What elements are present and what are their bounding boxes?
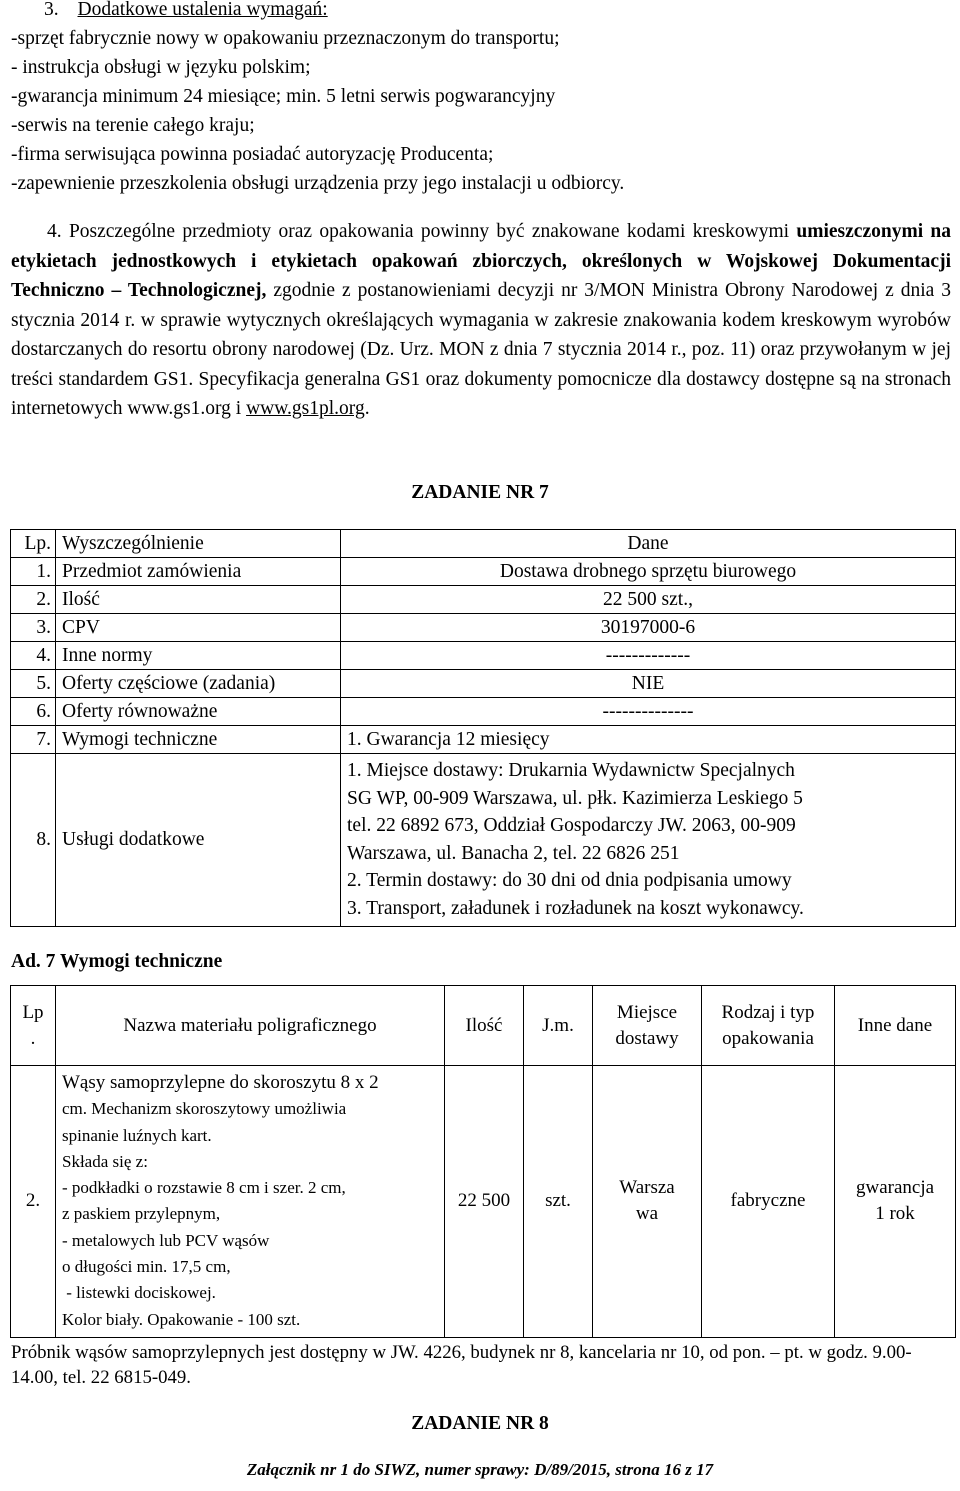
- desc-line: - podkładki o rozstawie 8 cm i szer. 2 cm,: [62, 1178, 346, 1198]
- desc-line: - metalowych lub PCV wąsów: [62, 1230, 270, 1250]
- desc-line: spinanie luźnych kart.: [62, 1125, 212, 1145]
- table-row: [11, 642, 956, 670]
- header-pack: [702, 986, 835, 1066]
- desc-line: z paskiem przylepnym,: [62, 1204, 221, 1224]
- header-place-bottom: dostawy: [615, 1027, 679, 1049]
- row-item: Przedmiot zamówienia: [56, 558, 341, 586]
- row-description: [56, 1066, 445, 1338]
- header-item: Wyszczególnienie: [56, 530, 341, 558]
- row-unit: szt.: [524, 1066, 593, 1338]
- table-row: [11, 726, 956, 754]
- row-value: 22 500 szt.,: [341, 586, 956, 614]
- service-line: 3. Transport, załadunek i rozładunek na koszt wykonawcy.: [347, 897, 804, 919]
- row-other-top: gwarancja: [855, 1177, 935, 1199]
- section3-heading: [44, 0, 328, 24]
- header-unit: J.m.: [524, 986, 593, 1066]
- section3-line: -firma serwisująca powinna posiadać autoryzację Producenta;: [11, 144, 494, 165]
- row-lp: 5.: [11, 670, 56, 698]
- row-place-bottom: wa: [635, 1203, 659, 1225]
- section3-line: -gwarancja minimum 24 miesiące; min. 5 letni serwis pogwarancyjny: [11, 86, 556, 107]
- row-value: Dostawa drobnego sprzętu biurowego: [341, 558, 956, 586]
- row-place-top: Warsza: [619, 1177, 675, 1199]
- row-lp: 1.: [11, 558, 56, 586]
- desc-line: cm. Mechanizm skoroszytowy umożliwia: [62, 1099, 347, 1119]
- gs1pl-link[interactable]: www.gs1pl.org: [246, 398, 365, 419]
- table-row: [11, 670, 956, 698]
- section4-text-part2: zgodnie z postanowieniami decyzji nr 3/MON Ministra Obrony Narodowej z dnia 3 stycznia 2014 r. w sprawie wytycznych określających wymagania w zakresie znakowania kodem kreskowym wyrobów dostarczanych do resortu obrony narodowej (Dz. Urz. MON z dnia 7 stycznia 2014 r., poz. 11) oraz przywołanym w jej treści standardem GS1. Specyfikacja generalna GS1 oraz dokumenty pomocnicze dla dostawcy dostępne są na stronach internetowych www.gs1.org i: [11, 280, 951, 419]
- table-row: [11, 754, 956, 927]
- zadanie7-title: ZADANIE NR 7: [411, 482, 549, 503]
- zadanie8-title: ZADANIE NR 8: [411, 1413, 549, 1434]
- section4-paragraph: [11, 217, 951, 424]
- row-item: Usługi dodatkowe: [56, 754, 341, 927]
- row-value: 30197000-6: [341, 614, 956, 642]
- row-qty: 22 500: [445, 1066, 524, 1338]
- section3-line: -serwis na terenie całego kraju;: [11, 115, 255, 136]
- row-item: CPV: [56, 614, 341, 642]
- desc-line: Kolor biały. Opakowanie - 100 szt.: [62, 1309, 301, 1329]
- table-header-row: [11, 530, 956, 558]
- header-name: Nazwa materiału poligraficznego: [56, 986, 445, 1066]
- header-lp: Lp.: [11, 530, 56, 558]
- row-item: Inne normy: [56, 642, 341, 670]
- header-other: Inne dane: [835, 986, 956, 1066]
- header-lp-top: Lp: [22, 1001, 44, 1023]
- section3-line: -sprzęt fabrycznie nowy w opakowaniu przeznaczonym do transportu;: [11, 28, 560, 49]
- table-row: [11, 586, 956, 614]
- section3-title: Dodatkowe ustalenia wymagań:: [77, 0, 328, 20]
- row-value: NIE: [341, 670, 956, 698]
- section3-number: 3.: [44, 0, 59, 20]
- service-line: Warszawa, ul. Banacha 2, tel. 22 6826 251: [347, 842, 680, 864]
- row-other-bottom: 1 rok: [875, 1203, 915, 1225]
- table-header-row: [11, 986, 956, 1066]
- table-row: [11, 698, 956, 726]
- row-lp: 2.: [11, 586, 56, 614]
- row-value: -------------: [341, 642, 956, 670]
- header-pack-bottom: opakowania: [722, 1027, 814, 1049]
- table-row: [11, 1066, 956, 1338]
- desc-line: o długości min. 17,5 cm,: [62, 1257, 231, 1277]
- sample-note: Próbnik wąsów samoprzylepnych jest dostępny w JW. 4226, budynek nr 8, kancelaria nr 10, od pon. – pt. w godz. 9.00-14.00, tel. 22 6815-049.: [11, 1342, 912, 1388]
- row-item: Oferty częściowe (zadania): [56, 670, 341, 698]
- page-footer: Załącznik nr 1 do SIWZ, numer sprawy: D/89/2015, strona 16 z 17: [246, 1460, 714, 1479]
- section4-end: .: [364, 398, 370, 419]
- row-lp: 6.: [11, 698, 56, 726]
- row-lp: 4.: [11, 642, 56, 670]
- section4-bold-text: umieszczonymi na etykietach jednostkowych i etykietach opakowań zbiorczych, określonych w Wojskowej Dokumentacji Techniczno – Technologicznej,: [11, 221, 952, 301]
- row-lp: 7.: [11, 726, 56, 754]
- desc-line: - listewki dociskowej.: [62, 1283, 216, 1303]
- section3-line: -zapewnienie przeszkolenia obsługi urządzenia przy jego instalacji u odbiorcy.: [11, 173, 625, 194]
- row-lp: 8.: [11, 754, 56, 927]
- section4-number: 4.: [47, 221, 62, 242]
- row-item: Oferty równoważne: [56, 698, 341, 726]
- row-value-multiline: [341, 754, 956, 927]
- row-lp: 2.: [11, 1066, 56, 1338]
- header-place: [593, 986, 702, 1066]
- service-line: 2. Termin dostawy: do 30 dni od dnia podpisania umowy: [347, 870, 792, 891]
- desc-line: Wąsy samoprzylepne do skoroszytu 8 x 2: [62, 1072, 379, 1093]
- service-line: SG WP, 00-909 Warszawa, ul. płk. Kazimierza Leskiego 5: [347, 787, 803, 809]
- row-place: [593, 1066, 702, 1338]
- table-row: [11, 614, 956, 642]
- header-pack-top: Rodzaj i typ: [721, 1001, 815, 1023]
- service-line: tel. 22 6892 673, Oddział Gospodarczy JW. 2063, 00-909: [347, 815, 796, 836]
- ad7-title: Ad. 7 Wymogi techniczne: [11, 951, 223, 972]
- desc-line: Składa się z:: [62, 1151, 148, 1171]
- row-item: Ilość: [56, 586, 341, 614]
- header-lp-bottom: .: [30, 1027, 36, 1049]
- service-line: 1. Miejsce dostawy: Drukarnia Wydawnictw Specjalnych: [347, 760, 795, 781]
- header-lp: [11, 986, 56, 1066]
- row-item: Wymogi techniczne: [56, 726, 341, 754]
- row-other: [835, 1066, 956, 1338]
- zadanie7-table: [10, 529, 956, 927]
- header-qty: Ilość: [445, 986, 524, 1066]
- section3-line: - instrukcja obsługi w języku polskim;: [11, 57, 311, 78]
- header-data: Dane: [341, 530, 956, 558]
- row-pack: fabryczne: [702, 1066, 835, 1338]
- row-lp: 3.: [11, 614, 56, 642]
- table-row: [11, 558, 956, 586]
- ad7-table: [10, 985, 956, 1338]
- row-value: --------------: [341, 698, 956, 726]
- row-value: 1. Gwarancja 12 miesięcy: [341, 726, 956, 754]
- section4-text-part1: Poszczególne przedmioty oraz opakowania powinny być znakowane kodami kreskowymi: [68, 221, 790, 242]
- header-place-top: Miejsce: [616, 1001, 678, 1023]
